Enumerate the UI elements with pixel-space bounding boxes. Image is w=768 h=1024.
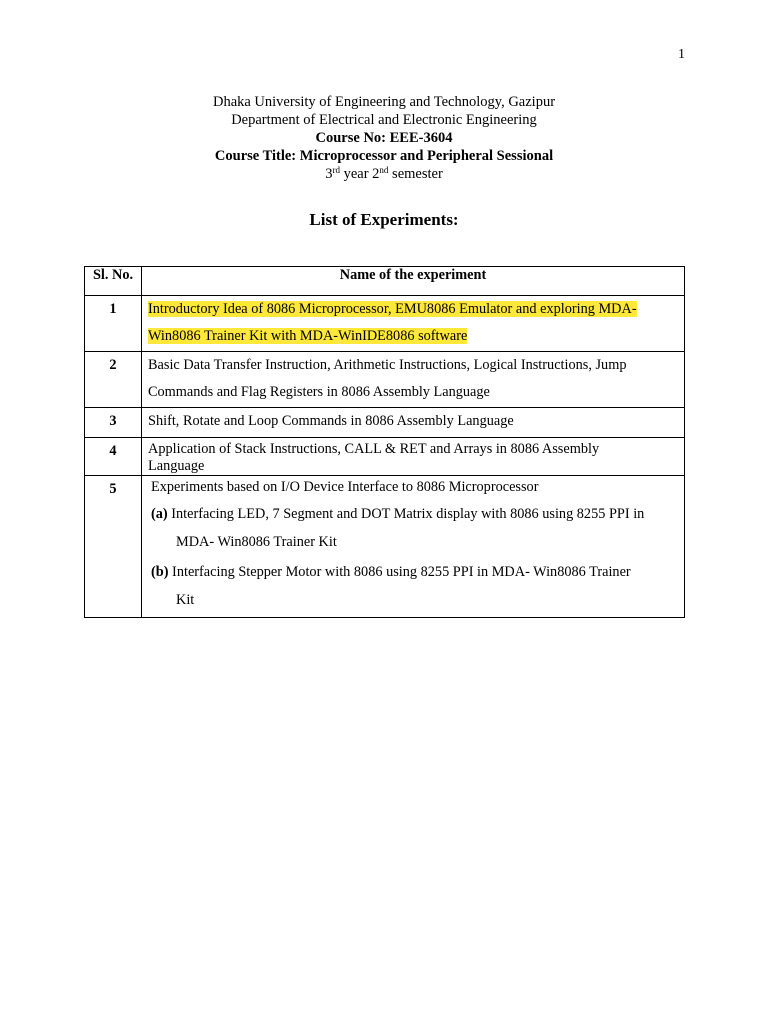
sub-item-label: (b) (151, 564, 169, 580)
row-sl-number: 3 (85, 408, 142, 438)
table-row (85, 476, 685, 618)
experiment-text-line: Basic Data Transfer Instruction, Arithmetic Instructions, Logical Instructions, Jump (148, 357, 627, 373)
university-name: Dhaka University of Engineering and Technology, Gazipur (212, 94, 556, 110)
experiment-intro: Experiments based on I/O Device Interface to 8086 Microprocessor (151, 479, 539, 495)
experiment-name (142, 408, 685, 438)
course-number: Course No: EEE-3604 (315, 130, 453, 146)
experiment-text-line: Shift, Rotate and Loop Commands in 8086 Assembly Language (148, 413, 514, 429)
highlighted-text-line: Win8086 Trainer Kit with MDA-WinIDE8086 software (148, 328, 468, 344)
sub-experiment-b (148, 558, 678, 614)
row-sl-number: 4 (85, 438, 142, 476)
column-header-sl-no: Sl. No. (85, 267, 142, 296)
experiment-text-line: Commands and Flag Registers in 8086 Assembly Language (148, 384, 490, 400)
sub-item-label: (a) (151, 506, 168, 522)
table-row (85, 408, 685, 438)
experiment-text-line: Application of Stack Instructions, CALL & RET and Arrays in 8086 Assembly (148, 441, 600, 457)
experiment-name (142, 476, 685, 618)
semester-ordinal-suffix: nd (379, 165, 389, 175)
sub-item-text-line: Kit (176, 592, 195, 608)
semester-word: semester (388, 166, 443, 182)
row-sl-number: 1 (85, 296, 142, 352)
sub-item-text-line: Interfacing LED, 7 Segment and DOT Matrix display with 8086 using 8255 PPI in (167, 506, 645, 522)
table-row (85, 438, 685, 476)
experiment-name (142, 438, 685, 476)
list-title: List of Experiments: (309, 210, 459, 229)
highlighted-text-line: Introductory Idea of 8086 Microprocessor, EMU8086 Emulator and exploring MDA- (148, 301, 637, 317)
row-sl-number: 5 (85, 476, 142, 618)
year-ordinal-suffix: rd (332, 165, 340, 175)
table-row (85, 352, 685, 408)
table-header-row (85, 267, 685, 296)
department-name: Department of Electrical and Electronic Engineering (231, 112, 537, 128)
page-number: 1 (678, 47, 685, 62)
column-header-experiment-name: Name of the experiment (142, 267, 685, 296)
table-row (85, 296, 685, 352)
sub-experiment-a (148, 500, 678, 556)
row-sl-number: 2 (85, 352, 142, 408)
year-semester (0, 165, 768, 183)
experiment-name (142, 352, 685, 408)
experiments-table (84, 266, 685, 618)
sub-item-text-line: Interfacing Stepper Motor with 8086 using 8255 PPI in MDA- Win8086 Trainer (168, 564, 631, 580)
year-number: 3 (325, 166, 333, 182)
sub-item-text-line: MDA- Win8086 Trainer Kit (176, 534, 337, 550)
year-word: year 2 (339, 166, 380, 182)
document-header (0, 93, 768, 183)
experiment-text-line: Language (148, 458, 205, 474)
course-title: Course Title: Microprocessor and Peripheral Sessional (214, 148, 554, 164)
experiment-name (142, 296, 685, 352)
